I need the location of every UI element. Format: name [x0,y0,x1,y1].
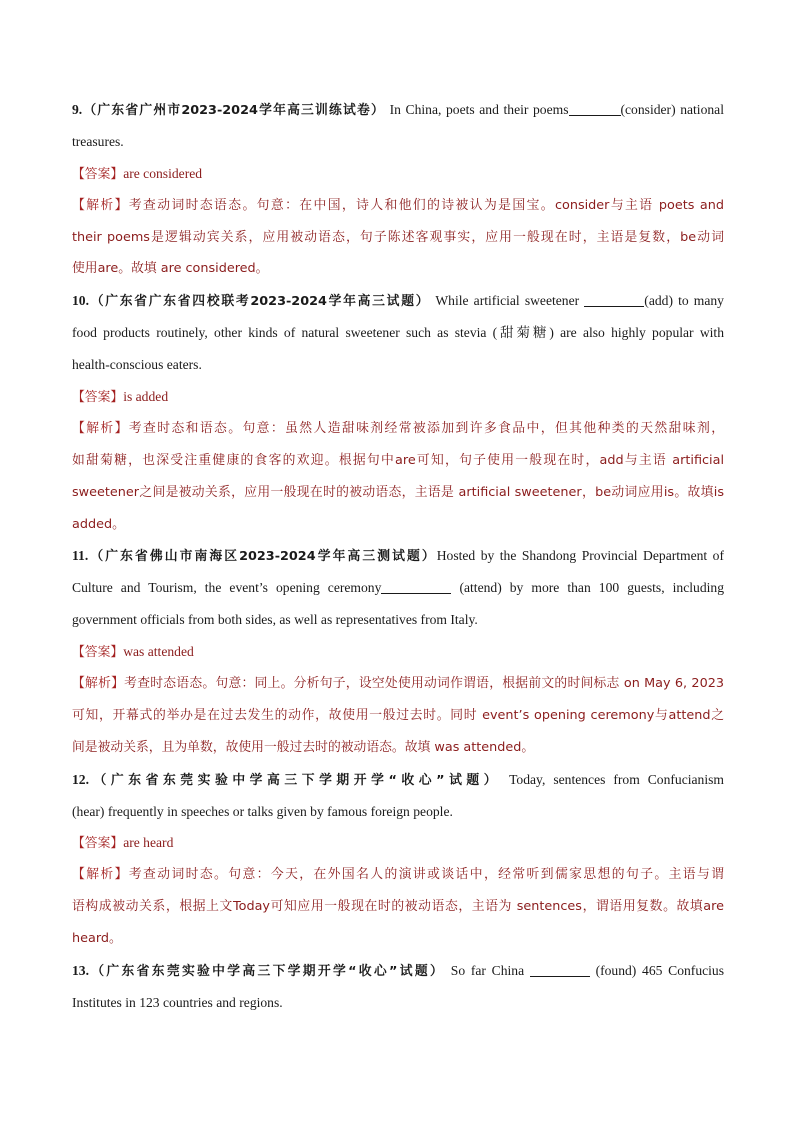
q12-analysis-text-1: 考查动词时态。句意：今天，在外国名人的演讲或谈话中，经常听到儒家思想的句子。主语与谓 [128,867,724,883]
q9-source: （广东省广州市2023-2024学年高三训练试卷） [82,103,386,118]
q11-source: （广东省佛山市南海区2023-2024学年高三测试题） [88,549,437,565]
q10-answer-text: is added [123,389,169,405]
q10-line-1 [72,285,724,317]
q10-analysis-3: sweetener之间是被动关系，应用一般现在时的被动语态，主语是 artificial sweetener，be动词应用is。故填is [72,484,724,500]
q12-text-1: Today, sentences from Confucianism [509,771,724,787]
q9-line-2: treasures. [72,133,124,149]
q11-line-2 [72,572,724,604]
q9-analysis-3: 使用are。故填 are considered。 [72,261,269,277]
q9-analysis-1 [72,190,724,222]
q10-source: （广东省广东省四校联考2023-2024学年高三试题） [89,294,431,310]
q11-answer-label: 【答案】 [72,645,124,661]
q11-line-3: government officials from both sides, as well as representatives from Italy. [72,612,478,628]
q12-answer-text: are heard [123,835,174,851]
q11-line-1 [72,540,724,572]
q13-blank [530,962,590,977]
q11-text-after: (attend) by more than 100 guests, including [459,580,724,596]
q12-number: 12. [72,771,89,787]
q10-answer-label: 【答案】 [72,390,124,406]
q9-analysis-text-1: 考查动词时态语态。句意：在中国，诗人和他们的诗被认为是国宝。consider与主语 poets and [128,197,724,213]
q12-analysis-label: 【解析】 [72,867,129,883]
q11-analysis-2: 可知，开幕式的举办是在过去发生的动作，故使用一般过去时。同时 event’s opening ceremony与attend之 [72,707,724,723]
q12-answer [72,827,724,859]
q12-line-2: (hear) frequently in speeches or talks given by famous foreign people. [72,803,453,819]
q11-blank [381,579,451,594]
q10-line-3: health-conscious eaters. [72,357,202,373]
q9-text-after: (consider) national [620,102,724,117]
q12-source: （广东省东莞实验中学高三下学期开学“收心”试题） [89,772,502,788]
q10-text-after: (add) to many [644,293,724,309]
q11-analysis-text-1: 考查时态语态。句意：同上。分析句子，设空处使用动词作谓语，根据前文的时间标志 on May 6, 2023 [124,676,724,692]
q10-text-before: While artificial sweetener [435,293,580,309]
q9-answer-text: are considered [123,165,203,181]
q13-number: 13. [72,963,89,979]
q10-analysis-text-1: 考查时态和语态。句意：虽然人造甜味剂经常被添加到许多食品中，但其他种类的天然甜味剂， [128,420,724,436]
q9-number: 9. [72,102,83,117]
q12-analysis-3: heard。 [72,931,122,947]
q10-analysis-4: added。 [72,516,125,532]
q10-line-2: food products routinely, other kinds of natural sweetener such as stevia (甜菊糖) are also highly popular with [72,325,724,341]
q10-blank [584,292,644,307]
q12-answer-label: 【答案】 [72,836,124,852]
q11-number: 11. [72,548,89,564]
q13-text-before: So far China [450,963,525,979]
q12-analysis-2: 语构成被动关系，根据上文Today可知应用一般现在时的被动语态，主语为 sentences，谓语用复数。故填are [72,899,724,915]
q9-blank [569,101,621,116]
q10-analysis-2: 如甜菊糖，也深受注重健康的食客的欢迎。根据句中are可知，句子使用一般现在时，add与主语 artificial [72,452,724,468]
q10-analysis-1 [72,413,724,445]
q13-text-after: (found) 465 Confucius [595,963,724,979]
q13-source: （广东省东莞实验中学高三下学期开学“收心”试题） [89,964,446,980]
q9-text-before: In China, poets and their poems [389,102,569,117]
q11-analysis-3: 间是被动关系，且为单数，故使用一般过去时的被动语态。故填 was attended。 [72,739,535,755]
q10-analysis-label: 【解析】 [72,420,129,436]
q13-line-1 [72,955,724,987]
q12-analysis-1 [72,859,724,891]
q11-text-before: Culture and Tourism, the event’s opening ceremony [72,580,382,596]
question-content [72,94,724,1019]
q9-answer-label: 【答案】 [72,166,124,182]
q9-answer [72,158,724,190]
q11-answer-text: was attended [123,644,194,660]
q11-text-1: Hosted by the Shandong Provincial Department of [436,548,724,564]
q9-analysis-label: 【解析】 [72,197,129,213]
q12-line-1 [72,764,724,796]
q13-line-2: Institutes in 123 countries and regions. [72,994,283,1010]
q11-answer [72,636,724,668]
q9-analysis-2: their poems是逻辑动宾关系，应用被动语态，句子陈述客观事实，应用一般现在时，主语是复数，be动词 [72,229,724,245]
q11-analysis-label: 【解析】 [72,676,125,692]
q9-line-1 [72,94,724,126]
q10-number: 10. [72,293,89,309]
q10-answer [72,381,724,413]
q11-analysis-1 [72,668,724,700]
